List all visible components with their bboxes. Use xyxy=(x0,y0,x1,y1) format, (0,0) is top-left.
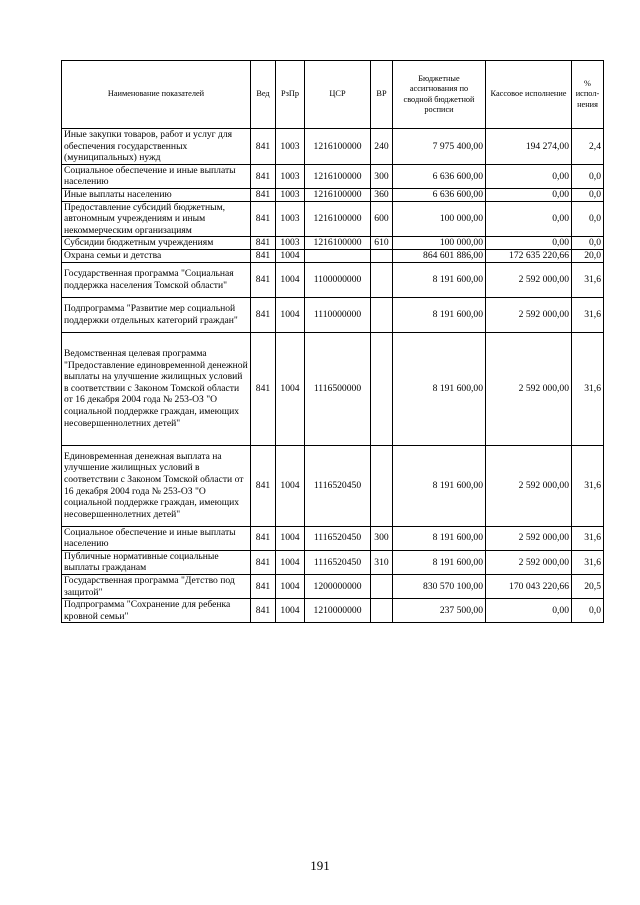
row-csr: 1110000000 xyxy=(305,297,371,332)
row-budget: 864 601 886,00 xyxy=(393,249,486,262)
row-rzpr: 1004 xyxy=(276,550,305,574)
table-row xyxy=(62,237,604,250)
row-vr xyxy=(371,297,393,332)
row-budget: 8 191 600,00 xyxy=(393,262,486,297)
table-header-row xyxy=(62,61,604,129)
row-cash: 170 043 220,66 xyxy=(486,574,572,598)
row-vr xyxy=(371,574,393,598)
row-ved: 841 xyxy=(251,445,276,526)
row-budget: 237 500,00 xyxy=(393,599,486,623)
row-cash: 2 592 000,00 xyxy=(486,445,572,526)
row-percent: 31,6 xyxy=(572,550,604,574)
row-name: Иные выплаты населению xyxy=(62,188,251,201)
table-row xyxy=(62,262,604,297)
row-percent: 31,6 xyxy=(572,262,604,297)
row-name: Публичные нормативные социальные выплаты гражданам xyxy=(62,550,251,574)
table-row xyxy=(62,297,604,332)
row-rzpr: 1004 xyxy=(276,297,305,332)
row-cash: 2 592 000,00 xyxy=(486,262,572,297)
row-vr xyxy=(371,332,393,445)
row-csr: 1116500000 xyxy=(305,332,371,445)
row-percent: 0,0 xyxy=(572,201,604,237)
row-rzpr: 1003 xyxy=(276,129,305,165)
row-csr xyxy=(305,249,371,262)
row-vr xyxy=(371,249,393,262)
header-vr: ВР xyxy=(371,61,393,129)
row-budget: 8 191 600,00 xyxy=(393,445,486,526)
table-row xyxy=(62,332,604,445)
row-rzpr: 1004 xyxy=(276,526,305,550)
budget-execution-table xyxy=(61,60,604,623)
row-ved: 841 xyxy=(251,332,276,445)
row-name: Субсидии бюджетным учреждениям xyxy=(62,237,251,250)
row-budget: 100 000,00 xyxy=(393,201,486,237)
row-budget: 6 636 600,00 xyxy=(393,188,486,201)
header-rzpr: РзПр xyxy=(276,61,305,129)
row-cash: 194 274,00 xyxy=(486,129,572,165)
row-name: Ведомственная целевая программа "Предоставление единовременной денежной выплаты на улучшение жилищных условий в соответствии с Законом Томской области от 16 декабря 2004 года № 253-ОЗ "О социальной поддержке граждан, имеющих несовершеннолетних детей" xyxy=(62,332,251,445)
row-percent: 0,0 xyxy=(572,188,604,201)
row-ved: 841 xyxy=(251,550,276,574)
row-rzpr: 1004 xyxy=(276,249,305,262)
row-ved: 841 xyxy=(251,599,276,623)
table-row xyxy=(62,129,604,165)
row-cash: 2 592 000,00 xyxy=(486,297,572,332)
row-rzpr: 1004 xyxy=(276,574,305,598)
row-budget: 8 191 600,00 xyxy=(393,297,486,332)
row-csr: 1210000000 xyxy=(305,599,371,623)
row-ved: 841 xyxy=(251,164,276,188)
row-vr xyxy=(371,599,393,623)
row-name: Социальное обеспечение и иные выплаты населению xyxy=(62,164,251,188)
row-ved: 841 xyxy=(251,237,276,250)
row-name: Государственная программа "Детство под защитой" xyxy=(62,574,251,598)
row-vr xyxy=(371,262,393,297)
row-cash: 0,00 xyxy=(486,164,572,188)
row-percent: 0,0 xyxy=(572,164,604,188)
row-vr: 600 xyxy=(371,201,393,237)
row-csr: 1216100000 xyxy=(305,129,371,165)
row-budget: 8 191 600,00 xyxy=(393,526,486,550)
header-cash: Кассовое исполнение xyxy=(486,61,572,129)
header-ved: Вед xyxy=(251,61,276,129)
row-budget: 8 191 600,00 xyxy=(393,550,486,574)
row-rzpr: 1003 xyxy=(276,237,305,250)
row-name: Охрана семьи и детства xyxy=(62,249,251,262)
row-csr: 1116520450 xyxy=(305,526,371,550)
header-name: Наименование показателей xyxy=(62,61,251,129)
row-vr: 240 xyxy=(371,129,393,165)
row-vr: 300 xyxy=(371,164,393,188)
row-percent: 31,6 xyxy=(572,445,604,526)
row-rzpr: 1003 xyxy=(276,188,305,201)
row-name: Иные закупки товаров, работ и услуг для обеспечения государственных (муниципальных) нужд xyxy=(62,129,251,165)
table-row xyxy=(62,164,604,188)
row-csr: 1216100000 xyxy=(305,164,371,188)
row-cash: 2 592 000,00 xyxy=(486,332,572,445)
row-budget: 7 975 400,00 xyxy=(393,129,486,165)
table-row xyxy=(62,526,604,550)
row-name: Единовременная денежная выплата на улучшение жилищных условий в соответствии с Законом Томской области от 16 декабря 2004 года № 253-ОЗ "О социальной поддержке граждан, имеющих несовершеннолетних детей" xyxy=(62,445,251,526)
row-cash: 2 592 000,00 xyxy=(486,526,572,550)
row-percent: 31,6 xyxy=(572,526,604,550)
row-name: Предоставление субсидий бюджетным, автономным учреждениям и иным некоммерческим организациям xyxy=(62,201,251,237)
row-csr: 1100000000 xyxy=(305,262,371,297)
row-percent: 31,6 xyxy=(572,332,604,445)
row-cash: 0,00 xyxy=(486,237,572,250)
row-ved: 841 xyxy=(251,249,276,262)
row-budget: 6 636 600,00 xyxy=(393,164,486,188)
row-name: Социальное обеспечение и иные выплаты населению xyxy=(62,526,251,550)
header-budget: Бюджетные ассигнования по сводной бюджетной росписи xyxy=(393,61,486,129)
header-csr: ЦСР xyxy=(305,61,371,129)
row-vr xyxy=(371,445,393,526)
row-rzpr: 1004 xyxy=(276,445,305,526)
row-percent: 2,4 xyxy=(572,129,604,165)
row-percent: 20,0 xyxy=(572,249,604,262)
row-vr: 360 xyxy=(371,188,393,201)
table-body xyxy=(62,129,604,623)
row-rzpr: 1004 xyxy=(276,262,305,297)
row-vr: 300 xyxy=(371,526,393,550)
table-row xyxy=(62,599,604,623)
row-cash: 172 635 220,66 xyxy=(486,249,572,262)
row-budget: 100 000,00 xyxy=(393,237,486,250)
row-ved: 841 xyxy=(251,297,276,332)
row-name: Подпрограмма "Развитие мер социальной поддержки отдельных категорий граждан" xyxy=(62,297,251,332)
row-name: Подпрограмма "Сохранение для ребенка кровной семьи" xyxy=(62,599,251,623)
row-percent: 20,5 xyxy=(572,574,604,598)
row-rzpr: 1003 xyxy=(276,164,305,188)
row-csr: 1116520450 xyxy=(305,550,371,574)
row-percent: 0,0 xyxy=(572,599,604,623)
row-csr: 1216100000 xyxy=(305,188,371,201)
row-ved: 841 xyxy=(251,188,276,201)
row-budget: 830 570 100,00 xyxy=(393,574,486,598)
table-row xyxy=(62,188,604,201)
table-row xyxy=(62,550,604,574)
row-ved: 841 xyxy=(251,526,276,550)
table-row xyxy=(62,201,604,237)
row-rzpr: 1004 xyxy=(276,332,305,445)
row-rzpr: 1003 xyxy=(276,201,305,237)
row-rzpr: 1004 xyxy=(276,599,305,623)
row-ved: 841 xyxy=(251,129,276,165)
row-cash: 2 592 000,00 xyxy=(486,550,572,574)
header-percent: % испол-нения xyxy=(572,61,604,129)
row-ved: 841 xyxy=(251,262,276,297)
row-csr: 1200000000 xyxy=(305,574,371,598)
row-ved: 841 xyxy=(251,574,276,598)
table-row xyxy=(62,249,604,262)
table-row xyxy=(62,574,604,598)
table-row xyxy=(62,445,604,526)
row-cash: 0,00 xyxy=(486,599,572,623)
row-csr: 1216100000 xyxy=(305,237,371,250)
row-cash: 0,00 xyxy=(486,201,572,237)
row-budget: 8 191 600,00 xyxy=(393,332,486,445)
row-csr: 1216100000 xyxy=(305,201,371,237)
row-ved: 841 xyxy=(251,201,276,237)
row-vr: 310 xyxy=(371,550,393,574)
row-csr: 1116520450 xyxy=(305,445,371,526)
row-name: Государственная программа "Социальная поддержка населения Томской области" xyxy=(62,262,251,297)
row-cash: 0,00 xyxy=(486,188,572,201)
row-percent: 31,6 xyxy=(572,297,604,332)
row-percent: 0,0 xyxy=(572,237,604,250)
page-number: 191 xyxy=(310,858,330,873)
row-vr: 610 xyxy=(371,237,393,250)
